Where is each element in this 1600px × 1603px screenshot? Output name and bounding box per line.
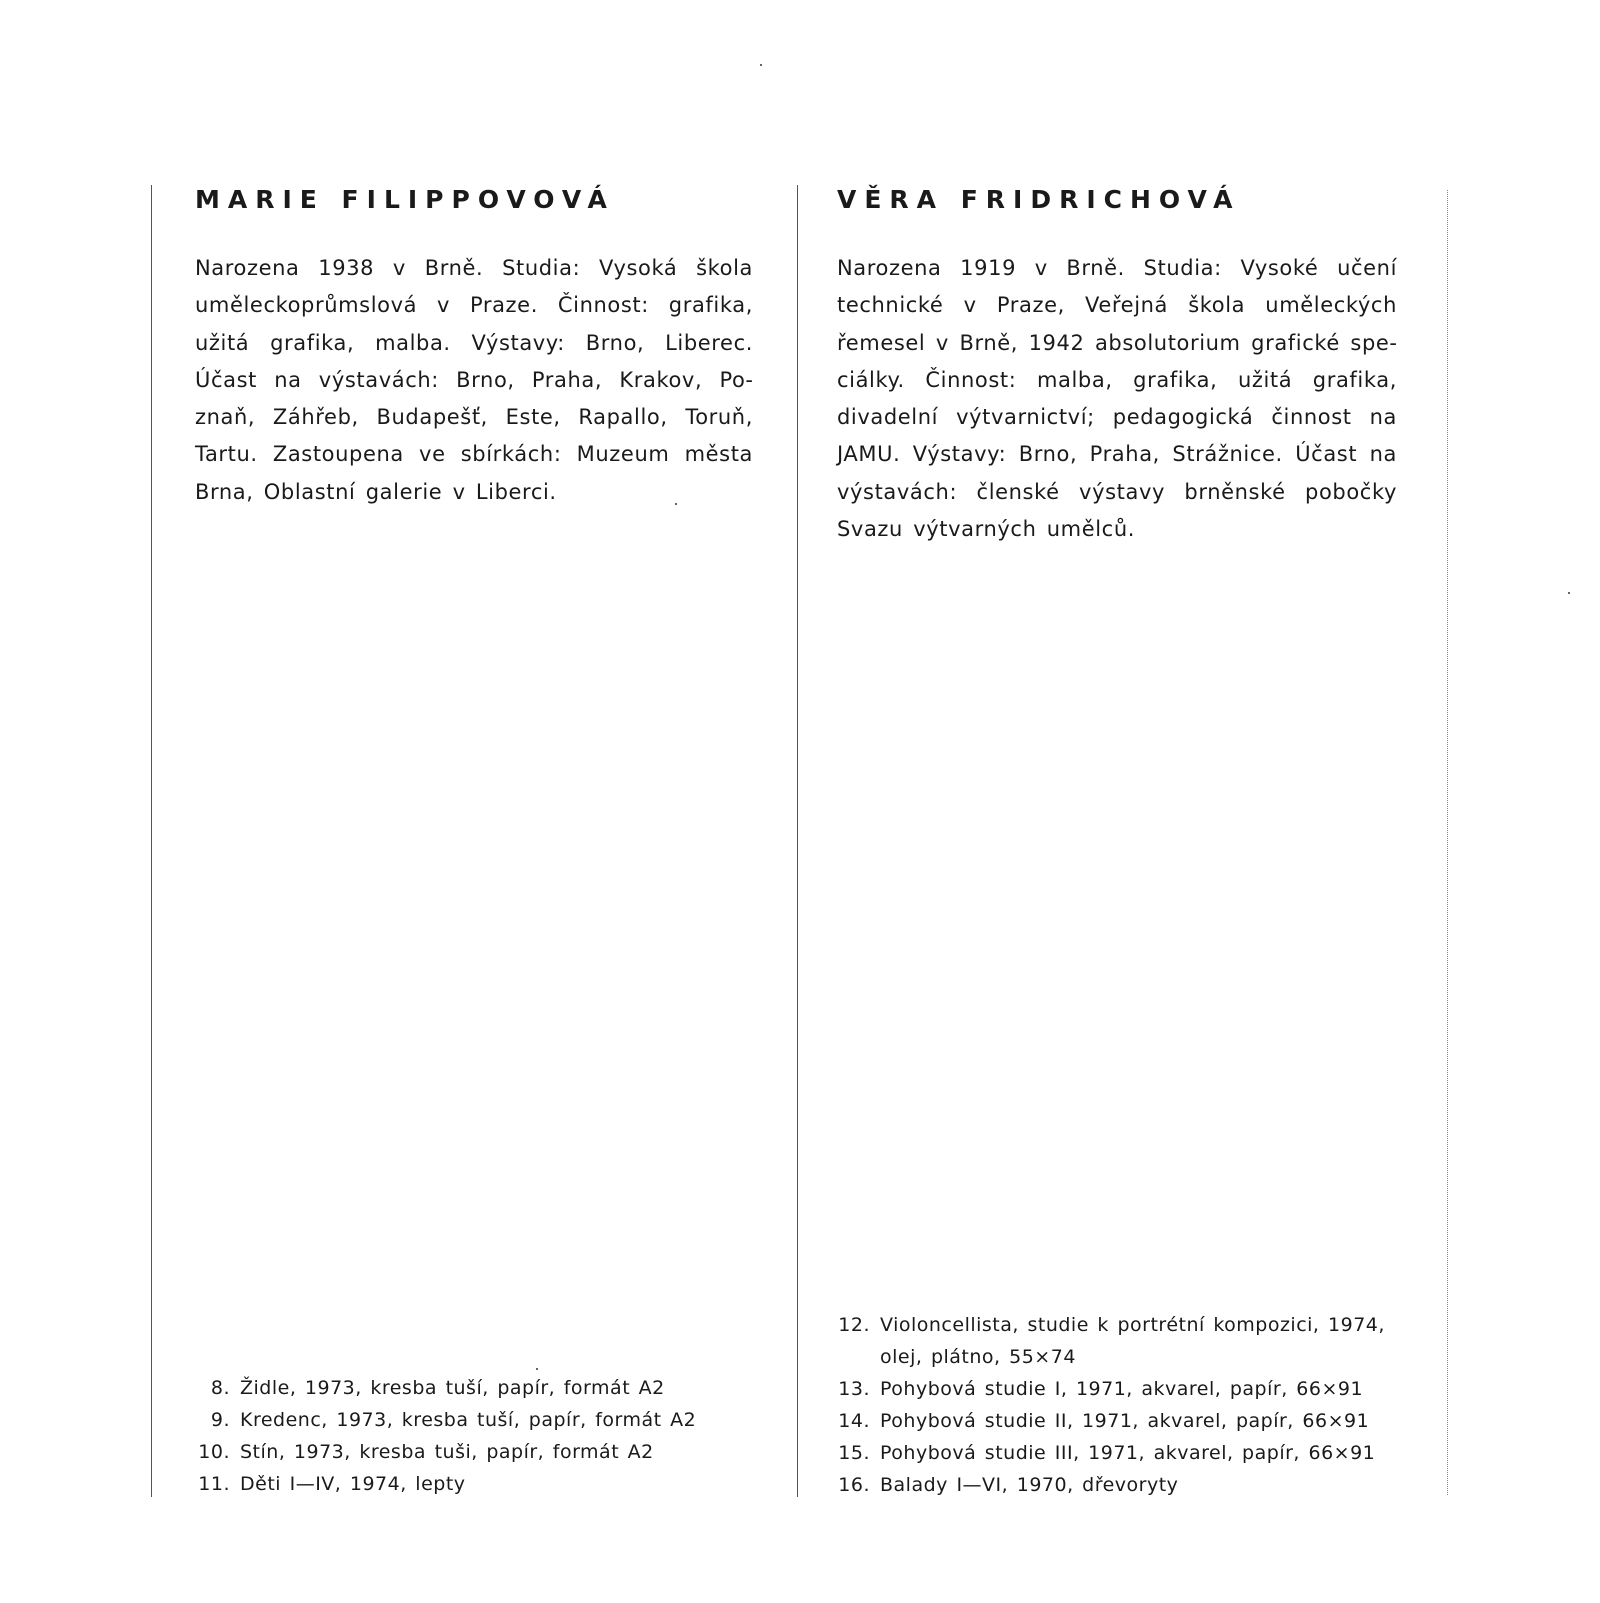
item-text: Židle, 1973, kresba tuší, papír, formát A2 (240, 1377, 665, 1399)
right-artist-name: VĚRA FRIDRICHOVÁ (837, 185, 1241, 214)
item-number: 9. (210, 1409, 230, 1431)
scan-speck (536, 1368, 538, 1370)
right-margin-rule (1447, 190, 1448, 1495)
item-text: Pohybová studie I, 1971, akvarel, papír, 66×91 (880, 1378, 1364, 1400)
left-artist-name: MARIE FILIPPOVOVÁ (195, 185, 615, 214)
item-text: Violoncellista, studie k portrétní kompozici, 1974, olej, plátno, 55×74 (880, 1314, 1385, 1368)
list-item (832, 1469, 1407, 1501)
list-item (832, 1373, 1407, 1405)
left-margin-rule (151, 185, 152, 1497)
list-item (832, 1437, 1407, 1469)
scan-speck (1568, 592, 1570, 594)
center-divider-rule (797, 185, 798, 1497)
item-number: 8. (210, 1377, 230, 1399)
item-text: Kredenc, 1973, kresba tuší, papír, formát A2 (240, 1409, 697, 1431)
item-text: Stín, 1973, kresba tuši, papír, formát A2 (240, 1441, 654, 1463)
left-artist-section (195, 182, 753, 511)
item-text: Děti I—IV, 1974, lepty (240, 1473, 466, 1495)
item-text: Balady I—VI, 1970, dřevoryty (880, 1474, 1179, 1496)
item-text: Pohybová studie II, 1971, akvarel, papír, 66×91 (880, 1410, 1370, 1432)
right-artist-bio: Narozena 1919 v Brně. Studia: Vysoké učení technické v Praze, Veřejná škola uměleckých řemesel v Brně, 1942 absolutorium grafické speciálky. Činnost: malba, grafika, užitá grafika, divadelní výtvarnictví; pedagogická činnost na JAMU. Výstavy: Brno, Praha, Strážnice. Účast na výstavách: členské výstavy brněnské pobočky Svazu výtvarných umělců. (837, 256, 1397, 542)
list-item (192, 1468, 752, 1500)
item-number: 16. (838, 1474, 870, 1496)
left-works-list (192, 1372, 752, 1500)
list-item (192, 1372, 752, 1404)
item-number: 11. (198, 1473, 230, 1495)
item-text: Pohybová studie III, 1971, akvarel, papír, 66×91 (880, 1442, 1376, 1464)
list-item (192, 1404, 752, 1436)
list-item (192, 1436, 752, 1468)
item-number: 12. (838, 1314, 870, 1336)
right-artist-section (837, 182, 1397, 548)
list-item (832, 1309, 1407, 1373)
item-number: 14. (838, 1410, 870, 1432)
right-works-list (832, 1309, 1407, 1501)
list-item (832, 1405, 1407, 1437)
item-number: 13. (838, 1378, 870, 1400)
scan-speck (760, 64, 762, 66)
item-number: 10. (198, 1441, 230, 1463)
left-artist-bio: Narozena 1938 v Brně. Studia: Vysoká škola uměleckoprůmslová v Praze. Činnost: grafika, užitá grafika, malba. Výstavy: Brno, Liberec. Účast na výstavách: Brno, Praha, Krakov, Poznaň, Záhřeb, Budapešť, Este, Rapallo, Toruň, Tartu. Zastoupena ve sbírkách: Muzeum města Brna, Oblastní galerie v Liberci. (195, 256, 753, 504)
item-number: 15. (838, 1442, 870, 1464)
